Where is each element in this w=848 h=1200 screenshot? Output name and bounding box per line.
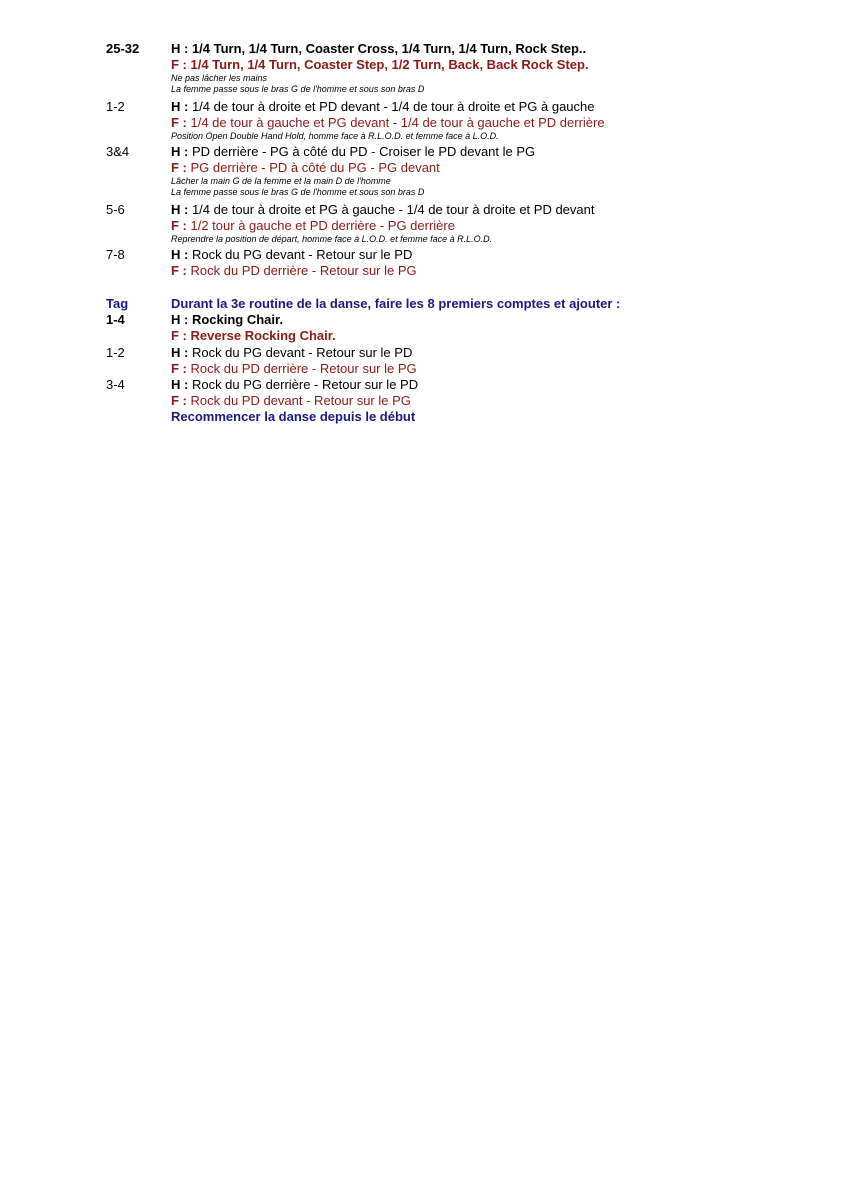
woman-prefix: F : xyxy=(171,263,187,278)
woman-prefix: F : xyxy=(171,361,187,376)
man-prefix: H : xyxy=(171,99,189,114)
man-steps xyxy=(171,202,831,218)
woman-prefix: F : xyxy=(171,160,187,175)
woman-text: Rock du PD devant - Retour sur le PG xyxy=(186,393,411,408)
man-steps xyxy=(171,345,831,361)
man-prefix: H : xyxy=(171,202,189,217)
man-steps xyxy=(171,99,831,115)
man-steps: H : 1/4 Turn, 1/4 Turn, Coaster Cross, 1/4 Turn, 1/4 Turn, Rock Step.. xyxy=(171,41,587,56)
man-prefix: H : xyxy=(171,345,189,360)
count-label: 3-4 xyxy=(106,377,125,392)
count-label: 25-32 xyxy=(106,41,140,56)
man-text: Rock du PG devant - Retour sur le PD xyxy=(188,247,413,262)
note: Lâcher la main G de la femme et la main D de l'homme xyxy=(171,176,391,186)
man-text: 1/4 de tour à droite et PD devant - 1/4 de tour à droite et PG à gauche xyxy=(188,99,595,114)
woman-text: Rock du PD derrière - Retour sur le PG xyxy=(186,361,417,376)
tag-description: Durant la 3e routine de la danse, faire les 8 premiers comptes et ajouter : xyxy=(171,296,621,311)
count-label: 1-4 xyxy=(106,312,125,327)
count-label: 3&4 xyxy=(106,144,130,159)
woman-steps xyxy=(171,115,831,131)
woman-text: 1/4 de tour à gauche et PG devant - 1/4 de tour à gauche et PD derrière xyxy=(186,115,605,130)
count-label: 1-2 xyxy=(106,345,125,360)
note: La femme passe sous le bras G de l'homme et sous son bras D xyxy=(171,187,425,197)
count-label: 7-8 xyxy=(106,247,125,262)
man-prefix: H : xyxy=(171,247,189,262)
note: Reprendre la position de départ, homme face à L.O.D. et femme face à R.L.O.D. xyxy=(171,234,493,244)
man-prefix: H : xyxy=(171,377,189,392)
woman-prefix: F : xyxy=(171,218,187,233)
tag-label: Tag xyxy=(106,296,129,311)
note: La femme passe sous le bras G de l'homme et sous son bras D xyxy=(171,84,425,94)
man-text: Rock du PG devant - Retour sur le PD xyxy=(188,345,413,360)
man-steps: H : Rocking Chair. xyxy=(171,312,283,327)
woman-steps: F : 1/4 Turn, 1/4 Turn, Coaster Step, 1/2 Turn, Back, Back Rock Step. xyxy=(171,57,589,72)
woman-text: PG derrière - PD à côté du PG - PG devant xyxy=(186,160,440,175)
man-text: Rock du PG derrière - Retour sur le PD xyxy=(188,377,419,392)
woman-text: 1/2 tour à gauche et PD derrière - PG derrière xyxy=(186,218,455,233)
man-steps xyxy=(171,247,831,263)
note: Ne pas lâcher les mains xyxy=(171,73,268,83)
woman-steps xyxy=(171,393,831,409)
man-prefix: H : xyxy=(171,144,189,159)
woman-text: Rock du PD derrière - Retour sur le PG xyxy=(186,263,417,278)
man-steps xyxy=(171,144,831,160)
man-text: 1/4 de tour à droite et PG à gauche - 1/4 de tour à droite et PD devant xyxy=(188,202,595,217)
woman-steps xyxy=(171,263,831,279)
count-label: 1-2 xyxy=(106,99,125,114)
woman-steps xyxy=(171,218,831,234)
man-text: PD derrière - PG à côté du PD - Croiser le PD devant le PG xyxy=(188,144,536,159)
woman-steps xyxy=(171,361,831,377)
note: Position Open Double Hand Hold, homme face à R.L.O.D. et femme face à L.O.D. xyxy=(171,131,499,141)
woman-prefix: F : xyxy=(171,393,187,408)
man-steps xyxy=(171,377,831,393)
restart-instruction: Recommencer la danse depuis le début xyxy=(171,409,416,424)
count-label: 5-6 xyxy=(106,202,125,217)
woman-steps: F : Reverse Rocking Chair. xyxy=(171,328,336,343)
woman-steps xyxy=(171,160,831,176)
woman-prefix: F : xyxy=(171,115,187,130)
